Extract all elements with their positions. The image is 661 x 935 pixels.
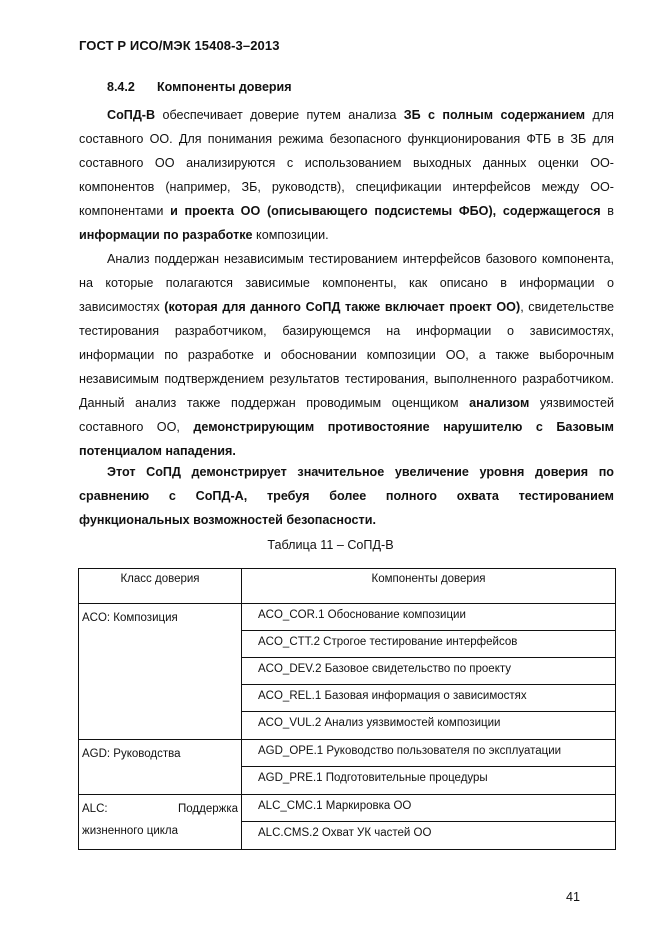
text-span: обеспечивает доверие путем анализа: [155, 108, 404, 122]
section-heading: [107, 80, 292, 94]
text-span: Анализ поддержан независимым тестированием интерфейсов базового компонента, на которые полагаются зависимые компоненты, как описано в информации о зависимостях: [79, 252, 614, 314]
paragraph-1: [79, 103, 614, 247]
class-cell: AGD: Руководства: [79, 740, 242, 795]
class-name-part: жизненного цикла: [82, 825, 179, 837]
class-cell: ACO: Композиция: [79, 604, 242, 740]
section-title: Компоненты доверия: [157, 80, 292, 94]
class-code: ALC:: [82, 803, 108, 815]
text-span: , свидетельстве тестирования разработчиком, базирующемся на информации о зависимостях, информации по разработке и обосновании композиции ОО, а также выборочным независимым подтверждением результатов тестирования, выполненного разработчиком. Данный анализ также поддержан проводимым оценщиком: [79, 300, 614, 410]
component-item: ALC.CMS.2 Охват УК частей ОО: [258, 827, 432, 839]
section-number: 8.4.2: [107, 80, 135, 94]
paragraph-3: [79, 460, 614, 532]
component-item: ACO_CTT.2 Строгое тестирование интерфейсов: [242, 631, 615, 658]
paragraph-2: [79, 247, 614, 463]
components-cell: [242, 740, 616, 795]
bold-span: информации по разработке: [79, 228, 253, 242]
component-item: ACO_REL.1 Базовая информация о зависимостях: [242, 685, 615, 712]
components-cell: [242, 795, 616, 850]
bold-span: анализом: [469, 396, 530, 410]
text-span: уязвимостей составного ОО,: [79, 396, 614, 434]
column-header-class: Класс доверия: [79, 569, 242, 604]
page-number: 41: [566, 890, 581, 904]
component-item: ACO_COR.1 Обоснование композиции: [242, 604, 615, 631]
component-item: ACO_VUL.2 Анализ уязвимостей композиции: [258, 717, 501, 729]
class-cell-line: [82, 798, 238, 820]
table-row: [79, 795, 616, 850]
term-sopd-b: СоПД-В: [107, 108, 156, 122]
text-span: для составного ОО. Для понимания режима безопасного функционирования ФТБ в ЗБ для составного ОО анализируются с использованием выходных данных оценки ОО-компонентов (например, ЗБ, руководств), спецификации интерфейсов между ОО-компонентами: [79, 108, 614, 218]
document-header: ГОСТ Р ИСО/МЭК 15408-3–2013: [79, 38, 280, 53]
text-span: Этот СоПД демонстрирует значительное увеличение уровня доверия по сравнению с СоПД-А, требуя более полного охвата тестированием функциональных возможностей безопасности.: [79, 465, 614, 527]
column-header-components: Компоненты доверия: [242, 569, 616, 604]
bold-span: (которая для данного СоПД также включает проект ОО): [164, 300, 521, 314]
components-cell: [242, 604, 616, 740]
table-row: [79, 604, 616, 740]
bold-span: демонстрирующим противостояние нарушителю с Базовым потенциалом нападения.: [79, 420, 614, 458]
component-item: ACO_DEV.2 Базовое свидетельство по проекту: [242, 658, 615, 685]
class-cell: [79, 795, 242, 850]
bold-span: ЗБ с полным содержанием: [403, 108, 586, 122]
table-header-row: [79, 569, 616, 604]
bold-span: и проекта ОО (описывающего подсистемы ФБО), содержащегося: [163, 204, 601, 218]
text-span: композиции.: [252, 228, 329, 242]
component-item: AGD_OPE.1 Руководство пользователя по эксплуатации: [242, 740, 615, 767]
assurance-table: [78, 568, 616, 850]
component-item: AGD_PRE.1 Подготовительные процедуры: [258, 772, 488, 784]
table-row: [79, 740, 616, 795]
component-item: ALC_CMC.1 Маркировка ОО: [242, 795, 615, 822]
table-caption: Таблица 11 – СоПД-В: [267, 538, 394, 552]
class-name-part: Поддержка: [178, 803, 238, 815]
text-span: в: [600, 204, 614, 218]
